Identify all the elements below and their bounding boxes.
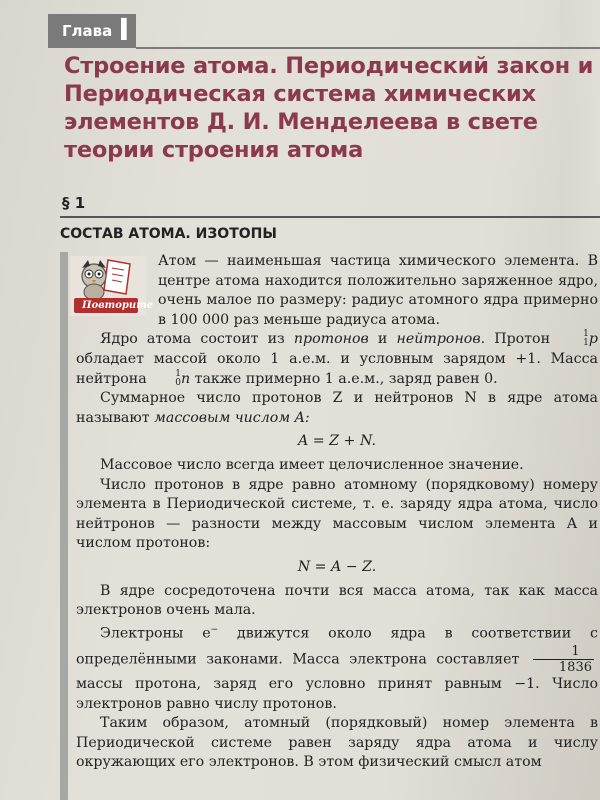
sidebar-bar: [60, 252, 68, 800]
section-number: § 1: [62, 194, 86, 212]
paragraph-proton-count: Число протонов в ядре равно атомному (порядковому) номеру элемента в Периодической системе, т. е. заряду ядра атома, число нейтронов — разности между массовым числом элемента A и числом протонов:: [76, 476, 598, 552]
chapter-number: I: [118, 13, 130, 48]
section-title: СОСТАВ АТОМА. ИЗОТОПЫ: [60, 226, 277, 242]
electron-mass-fraction: $\frac{1}{1836}$: [533, 644, 594, 675]
paragraph-electrons: Электроны e− движутся около ядра в соответствии с определёнными законами. Масса электрона составляет $\frac{1}{1836}$ массы протона, заряд его условно принят равным −1. Число электронов равно числу протонов.: [76, 624, 598, 712]
body-text: [76, 252, 598, 773]
chapter-badge: [48, 14, 136, 48]
chapter-title: Строение атома. Периодический закон и Периодическая система химических элементов Д. И. Менделеева в свете теории строения атома: [64, 53, 594, 163]
paragraph-atom: Атом — наименьшая частица химического элемента. В центре атома находится положительно заряженное ядро, очень малое по размеру: радиус атомного ядра примерно в 100 000 раз меньше радиуса атома.: [158, 253, 598, 328]
proton-symbol: 1 1 p: [583, 329, 598, 349]
paragraph-mass-number: Суммарное число протонов Z и нейтронов N в ядре атома называют массовым числом A:: [76, 390, 598, 426]
formula-mass-number: A = Z + N.: [298, 433, 376, 450]
chapter-rule: [136, 47, 600, 49]
paragraph-summary: Таким образом, атомный (порядковый) номер элемента в Периодической системе равен заряду ядра атома и числу окружающих его электронов. В этом физический смысл атом: [76, 715, 598, 771]
paragraph-integer: Массовое число всегда имеет целочисленное значение.: [100, 456, 524, 473]
paragraph-mass-concentration: В ядре сосредоточена почти вся масса атома, так как масса электронов очень мала.: [76, 582, 598, 619]
formula-neutrons: N = A − Z.: [297, 558, 377, 575]
chapter-label: Глава: [62, 22, 113, 40]
paragraph-nucleus: Ядро атома состоит из протонов и нейтронов. Протон 1 1 p обладает массой около 1 а.е.м. и условным зарядом +1. Масса нейтрона 1 0 n также примерно 1 а.е.м., заряд равен 0.: [76, 329, 598, 388]
section-rule: [60, 216, 600, 218]
neutron-symbol: 1 0 n: [175, 368, 191, 388]
badge-label: Повторите: [82, 300, 154, 311]
chapter-header: [48, 14, 600, 48]
